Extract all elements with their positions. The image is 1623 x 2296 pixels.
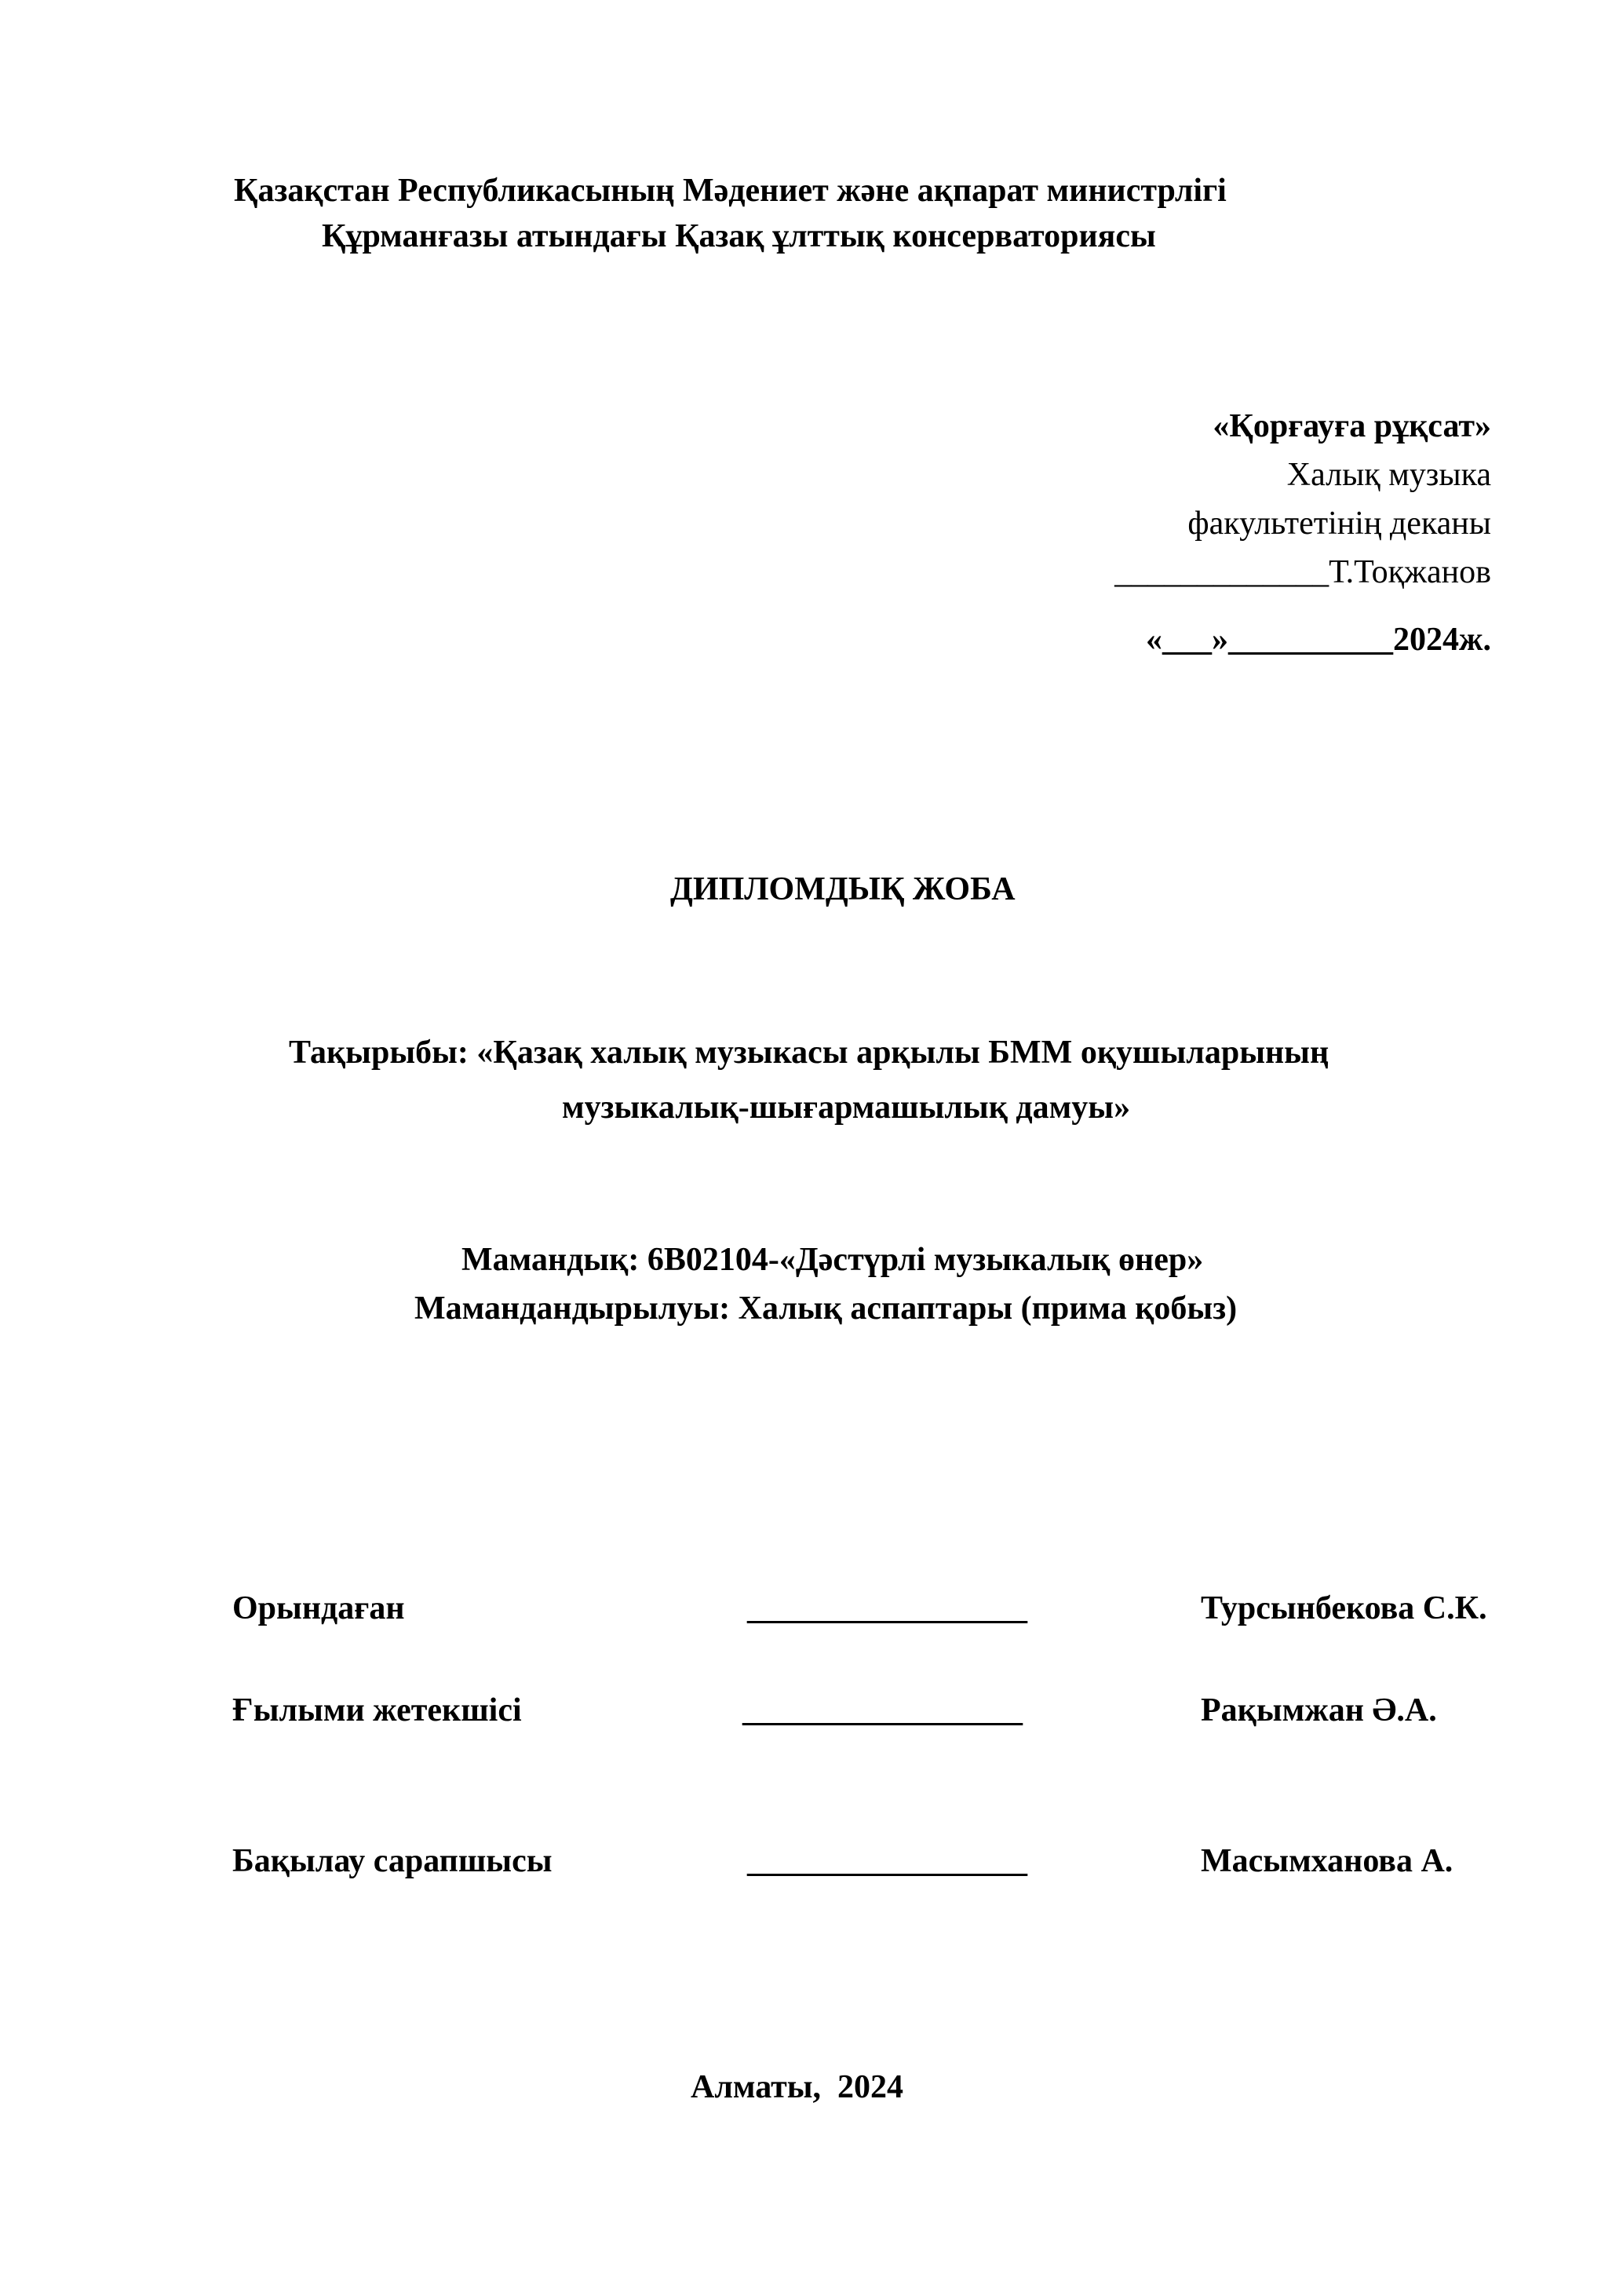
document-type: ДИПЛОМДЫҚ ЖОБА [670,871,1016,907]
signature-role: Орындаған [232,1590,405,1626]
approval-date: «___»__________2024ж. [1146,622,1491,658]
ministry-heading: Қазақстан Республикасының Мәдениет және ақпарат министрлігі [234,173,1227,209]
signature-line: _________________ [742,1692,1023,1728]
city-year: Алматы, 2024 [691,2069,904,2105]
signature-role: Бақылау сарапшысы [232,1843,553,1879]
signature-role: Ғылыми жетекшісі [232,1692,522,1728]
approval-signature: _____________Т.Тоқжанов [1114,554,1491,590]
specialty: Мамандық: 6В02104-«Дәстүрлі музыкалық өнер» [461,1242,1204,1278]
approval-title: «Қорғауға рұқсат» [1213,408,1491,444]
approval-line-dean: факультетінің деканы [1187,506,1491,542]
topic-line-2: музыкалық-шығармашылық дамуы» [562,1090,1131,1126]
signature-name: Турсынбекова С.К. [1201,1590,1487,1626]
signature-name: Рақымжан Ә.А. [1201,1692,1437,1728]
signature-line: _________________ [747,1843,1027,1879]
approval-line-faculty: Халық музыка [1286,457,1491,493]
signature-name: Масымханова А. [1201,1843,1453,1879]
conservatory-heading: Құрманғазы атындағы Қазақ ұлттық консерваториясы [322,218,1156,254]
specialization: Мамандандырылуы: Халық аспаптары (прима қобыз) [414,1290,1238,1327]
signature-line: _________________ [747,1590,1027,1626]
topic-line-1: Тақырыбы: «Қазақ халық музыкасы арқылы БММ оқушыларының [289,1035,1329,1071]
